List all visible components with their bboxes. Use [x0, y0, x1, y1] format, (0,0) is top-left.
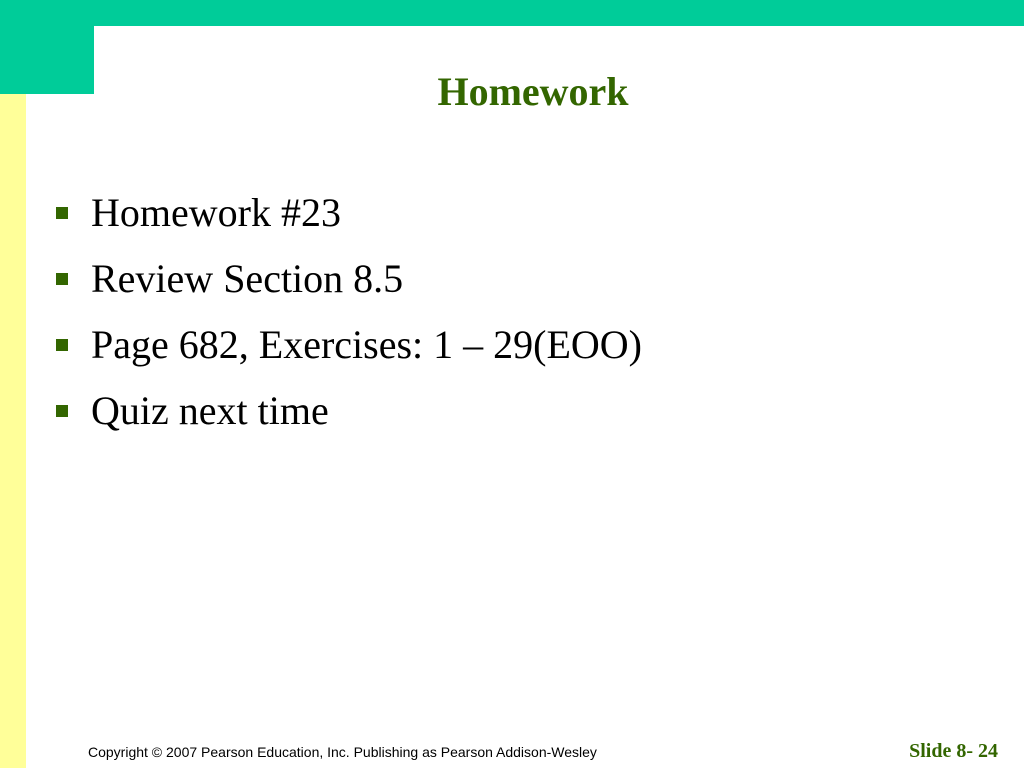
bullet-text: Page 682, Exercises: 1 – 29(EOO) — [91, 322, 642, 367]
slide-number: Slide 8- 24 — [909, 740, 998, 762]
bullet-text: Review Section 8.5 — [91, 256, 404, 301]
copyright-footer: Copyright © 2007 Pearson Education, Inc. Publishing as Pearson Addison-Wesley — [88, 744, 597, 760]
bullet-text: Homework #23 — [91, 190, 341, 235]
square-bullet-icon — [56, 273, 68, 285]
bullet-item — [56, 312, 642, 378]
bullet-item — [56, 180, 642, 246]
bullet-list — [56, 180, 642, 444]
bullet-item — [56, 246, 642, 312]
square-bullet-icon — [56, 339, 68, 351]
square-bullet-icon — [56, 207, 68, 219]
square-bullet-icon — [56, 405, 68, 417]
slide-title: Homework — [437, 69, 629, 114]
bullet-item — [56, 378, 642, 444]
bullet-text: Quiz next time — [91, 388, 329, 433]
top-accent-bar — [0, 0, 1024, 26]
